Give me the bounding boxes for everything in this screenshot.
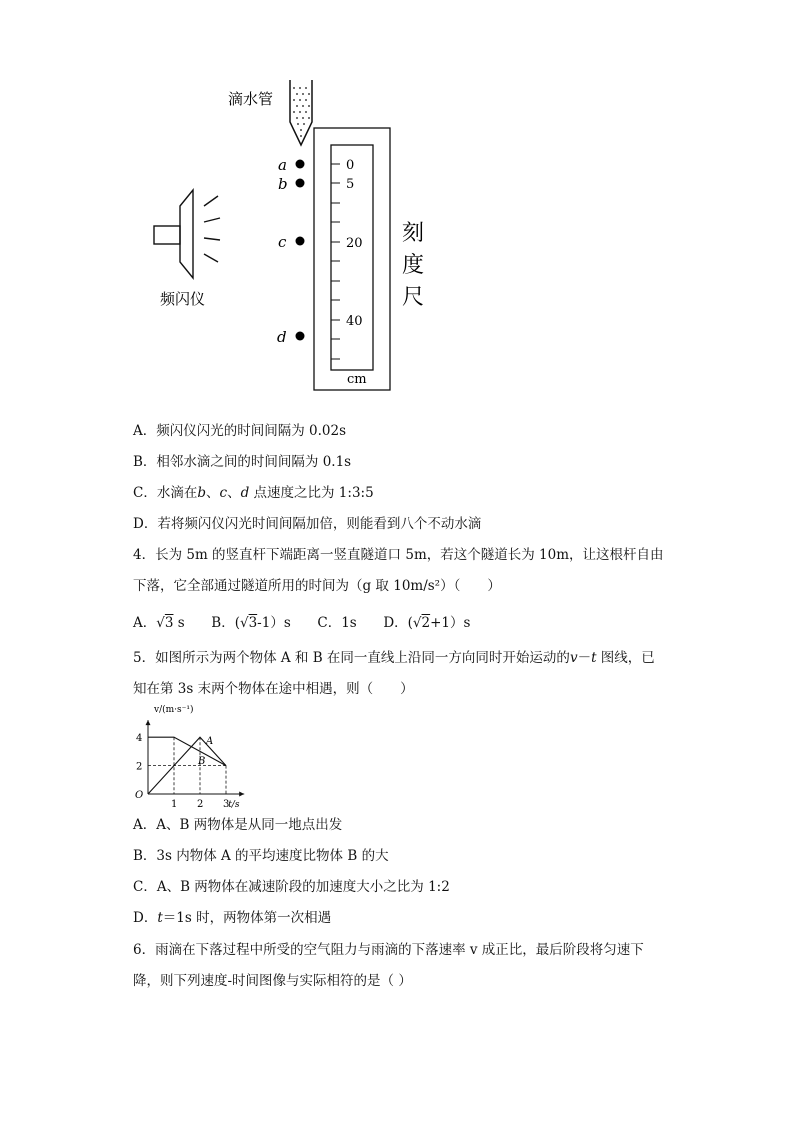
velocity-time-chart	[125, 700, 265, 812]
q5-option-d: D．t＝1s 时，两物体第一次相遇	[133, 910, 332, 926]
ruler-tick-label-0: 0	[346, 158, 355, 173]
x-tick-label-2: 2	[197, 799, 204, 810]
ruler-ticks	[331, 164, 340, 359]
q3-option-a: A．频闪仪闪光的时间间隔为 0.02s	[133, 423, 347, 439]
drop-label-d: d	[277, 328, 287, 346]
ruler-tick-label-5: 5	[346, 177, 355, 192]
x-tick-label-3: 3	[223, 799, 230, 810]
strobe-device	[154, 190, 220, 278]
q3-option-c-b: b	[197, 485, 206, 501]
drop-label-b: b	[278, 175, 288, 193]
ruler-label-1: 刻	[402, 221, 425, 246]
q4-option-a: A．√3 s	[133, 615, 185, 631]
q4-option-c: C．1s	[317, 615, 357, 631]
series-label-A: A	[206, 736, 214, 748]
q5-option-b: B．3s 内物体 A 的平均速度比物体 B 的大	[133, 848, 389, 864]
x-axis-label: t/s	[228, 800, 240, 810]
q3-option-c-prefix: C．水滴在	[133, 485, 198, 501]
q5-option-a: A．A、B 两物体是从同一地点出发	[133, 817, 343, 833]
q5-stem-line1: 5．如图所示为两个物体 A 和 B 在同一直线上沿同一方向同时开始运动的v－t 图线，已	[133, 650, 655, 666]
ruler-label-2: 度	[402, 253, 425, 278]
q5-option-c: C．A、B 两物体在减速阶段的加速度大小之比为 1:2	[133, 879, 450, 895]
q3-option-d: D．若将频闪仪闪光时间间隔加倍，则能看到八个不动水滴	[133, 516, 482, 532]
ruler-tick-label-20: 20	[346, 236, 363, 251]
ruler-unit-label: cm	[347, 372, 367, 387]
y-axis-arrow	[146, 720, 151, 725]
x-axis-arrow	[239, 792, 244, 797]
q3-option-c-sep1: 、	[206, 485, 220, 501]
strobe-label: 频闪仪	[160, 290, 206, 308]
q3-option-c-sep2: 、	[227, 485, 241, 501]
y-tick-label-4: 4	[136, 733, 143, 745]
q4-stem-line1: 4．长为 5m 的竖直杆下端距离一竖直隧道口 5m，若这个隧道长为 10m，让这根杆自由	[133, 547, 664, 563]
q4-options	[133, 613, 470, 633]
origin-label: O	[135, 790, 144, 801]
dripping-experiment-figure	[0, 0, 794, 410]
q3-option-c	[133, 483, 374, 503]
q3-option-c-d: d	[240, 485, 250, 501]
q3-option-b: B．相邻水滴之间的时间间隔为 0.1s	[133, 454, 352, 470]
water-drop-b	[296, 179, 305, 188]
ruler-tick-label-40: 40	[346, 314, 363, 329]
drop-label-a: a	[278, 156, 287, 174]
q5-stem-line2: 知在第 3s 末两个物体在途中相遇，则（ ）	[133, 681, 414, 697]
x-tick-label-1: 1	[171, 799, 178, 810]
q3-option-c-suffix: 点速度之比为 1:3:5	[249, 485, 374, 501]
q4-option-b: B．(√3-1）s	[211, 615, 291, 631]
q4-option-d: D．(√2+1）s	[383, 615, 471, 631]
dropper-label: 滴水管	[228, 90, 274, 108]
y-tick-label-2: 2	[136, 761, 143, 773]
q6-stem-line1: 6．雨滴在下落过程中所受的空气阻力与雨滴的下落速率 v 成正比，最后阶段将匀速下	[133, 942, 644, 958]
q3-option-c-c: c	[219, 485, 228, 501]
water-drop-c	[296, 237, 305, 246]
dropper-tube	[290, 80, 312, 145]
y-axis-label: v/(m·s⁻¹)	[154, 705, 194, 715]
q4-stem-line2: 下落，它全部通过隧道所用的时间为（g 取 10m/s²）（ ）	[133, 578, 501, 594]
water-drop-a	[296, 160, 305, 169]
series-label-B: B	[198, 756, 206, 768]
drop-label-c: c	[278, 233, 287, 251]
q6-stem-line2: 降，则下列速度-时间图像与实际相符的是（ ）	[133, 973, 412, 989]
water-drop-d	[296, 332, 305, 341]
ruler-label-3: 尺	[402, 285, 425, 310]
